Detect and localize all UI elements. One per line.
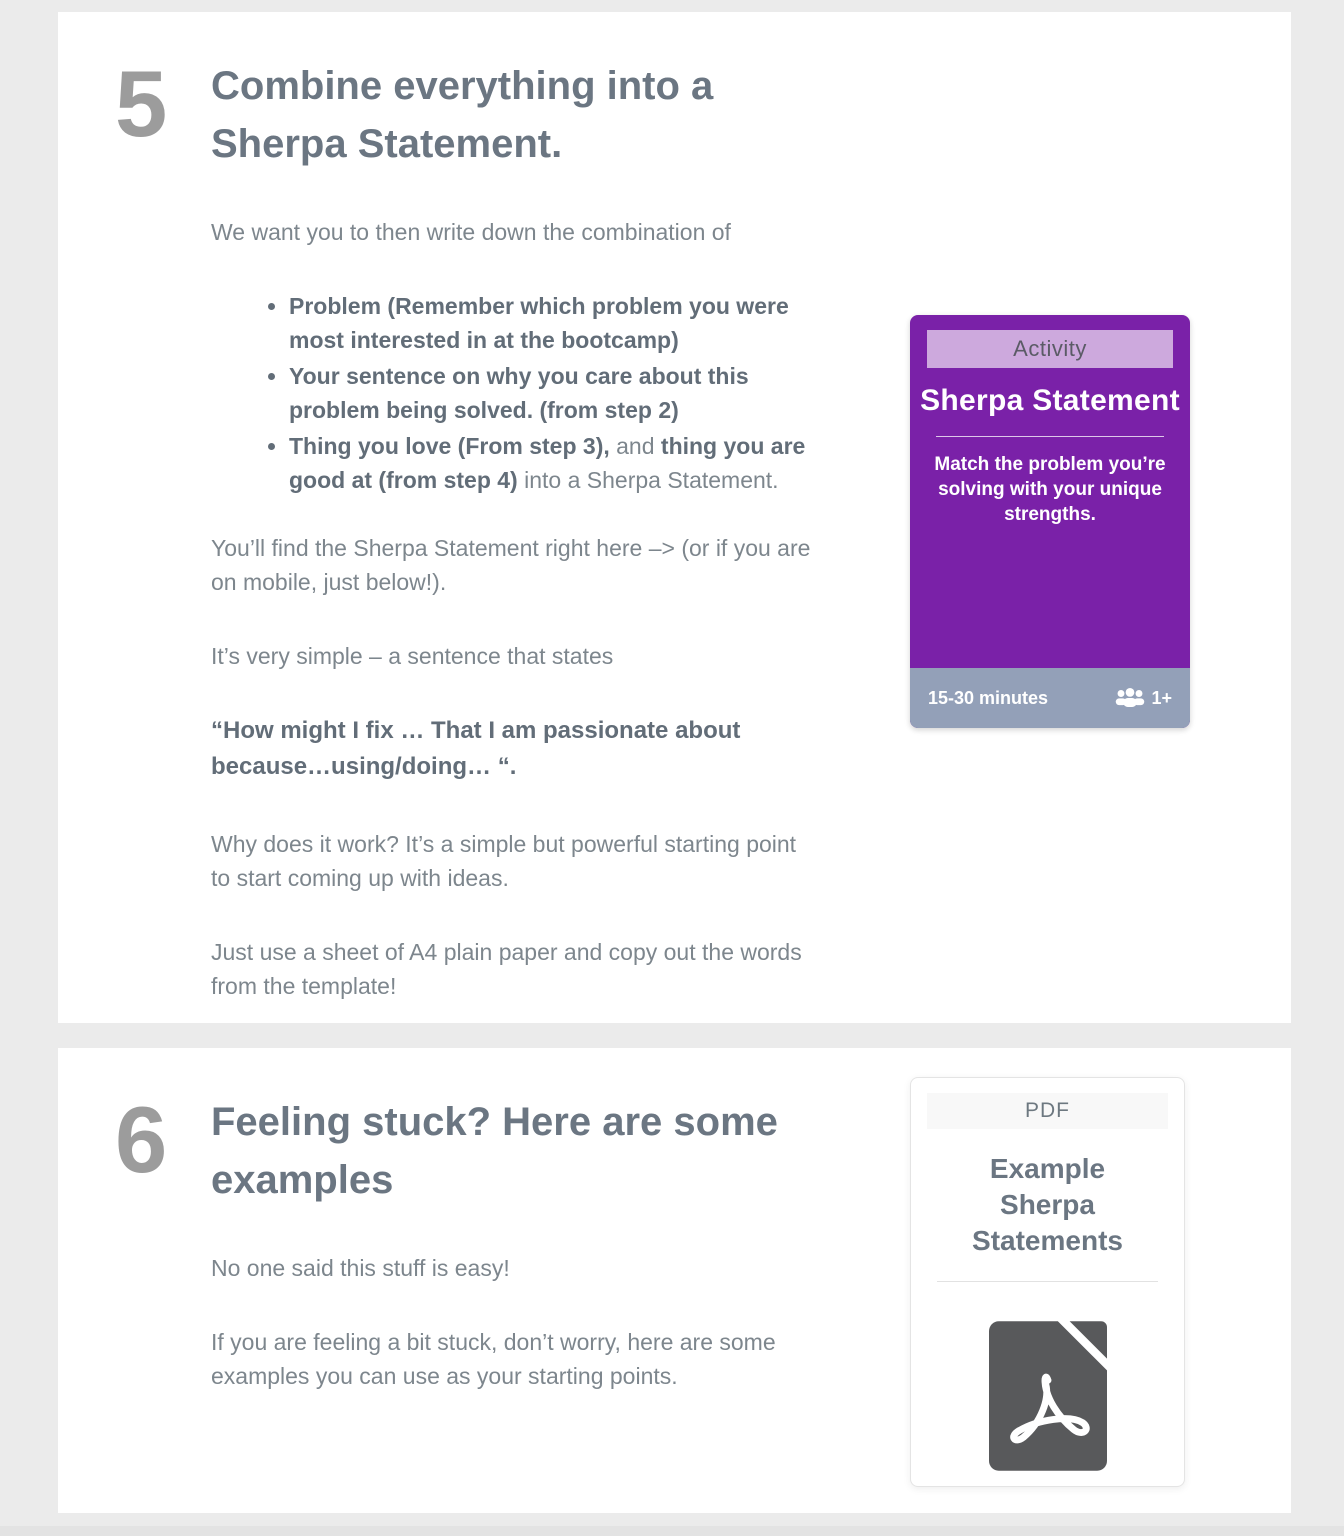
pdf-card-title: Example Sherpa Statements <box>972 1153 1123 1256</box>
step-5-panel <box>58 12 1291 1023</box>
step-6-panel <box>58 1048 1291 1513</box>
bullet-text: into a Sherpa Statement. <box>517 467 779 493</box>
activity-badge: Activity <box>927 330 1173 368</box>
step-5-paragraph-find: You’ll find the Sherpa Statement right here –> (or if you are on mobile, just below!). <box>211 535 811 595</box>
bullet-item <box>289 289 811 357</box>
bullet-text: and <box>609 433 661 459</box>
pdf-card-divider <box>937 1281 1158 1282</box>
step-5-heading <box>211 57 811 173</box>
activity-card-footer <box>910 668 1190 728</box>
activity-card-divider <box>936 436 1164 437</box>
step-5-quote: “How might I fix … That I am passionate about because…using/doing… “. <box>211 717 741 780</box>
bullet-item <box>289 429 811 497</box>
step-5-intro: We want you to then write down the combination of <box>211 219 731 245</box>
bullet-text: Your sentence on why you care about this problem being solved. (from step 2) <box>289 363 749 423</box>
activity-card-title: Sherpa Statement <box>920 384 1180 417</box>
step-6-heading-line-2: examples <box>211 1158 394 1202</box>
step-6-paragraph-1: No one said this stuff is easy! <box>211 1255 510 1281</box>
page-bottom-strip <box>0 1526 1344 1536</box>
step-6-heading-line-1: Feeling stuck? Here are some <box>211 1100 778 1144</box>
people-count: 1+ <box>1151 687 1172 708</box>
step-5-heading-line-2: Sherpa Statement. <box>211 122 563 166</box>
activity-people <box>1115 687 1172 709</box>
step-6-heading <box>211 1093 811 1209</box>
step-5-content <box>211 57 811 1043</box>
bullet-text: Problem (Remember which problem you were most interested in at the bootcamp) <box>289 293 789 353</box>
pdf-file-icon <box>989 1320 1107 1477</box>
activity-card[interactable] <box>910 315 1190 728</box>
step-5-number: 5 <box>115 51 166 156</box>
pdf-badge: PDF <box>927 1093 1168 1129</box>
users-icon <box>1115 687 1145 709</box>
step-5-paragraph-simple: It’s very simple – a sentence that states <box>211 643 614 669</box>
activity-card-description: Match the problem you’re solving with your unique strengths. <box>934 454 1166 525</box>
bullet-text: Thing you love (From step 3), <box>289 433 610 459</box>
step-6-content <box>211 1093 811 1433</box>
activity-duration: 15-30 minutes <box>928 687 1049 708</box>
step-5-bullet-list <box>211 289 811 497</box>
step-5-paragraph-paper: Just use a sheet of A4 plain paper and copy out the words from the template! <box>211 939 802 999</box>
step-6-number: 6 <box>115 1087 166 1192</box>
pdf-card[interactable] <box>910 1077 1185 1487</box>
step-6-paragraph-2: If you are feeling a bit stuck, don’t worry, here are some examples you can use as your starting points. <box>211 1329 776 1389</box>
bullet-item <box>289 359 811 427</box>
step-5-heading-line-1: Combine everything into a <box>211 64 714 108</box>
step-5-paragraph-why: Why does it work? It’s a simple but powerful starting point to start coming up with ideas. <box>211 831 797 891</box>
bullet-text: thing you are good at (from step 4) <box>289 433 806 493</box>
